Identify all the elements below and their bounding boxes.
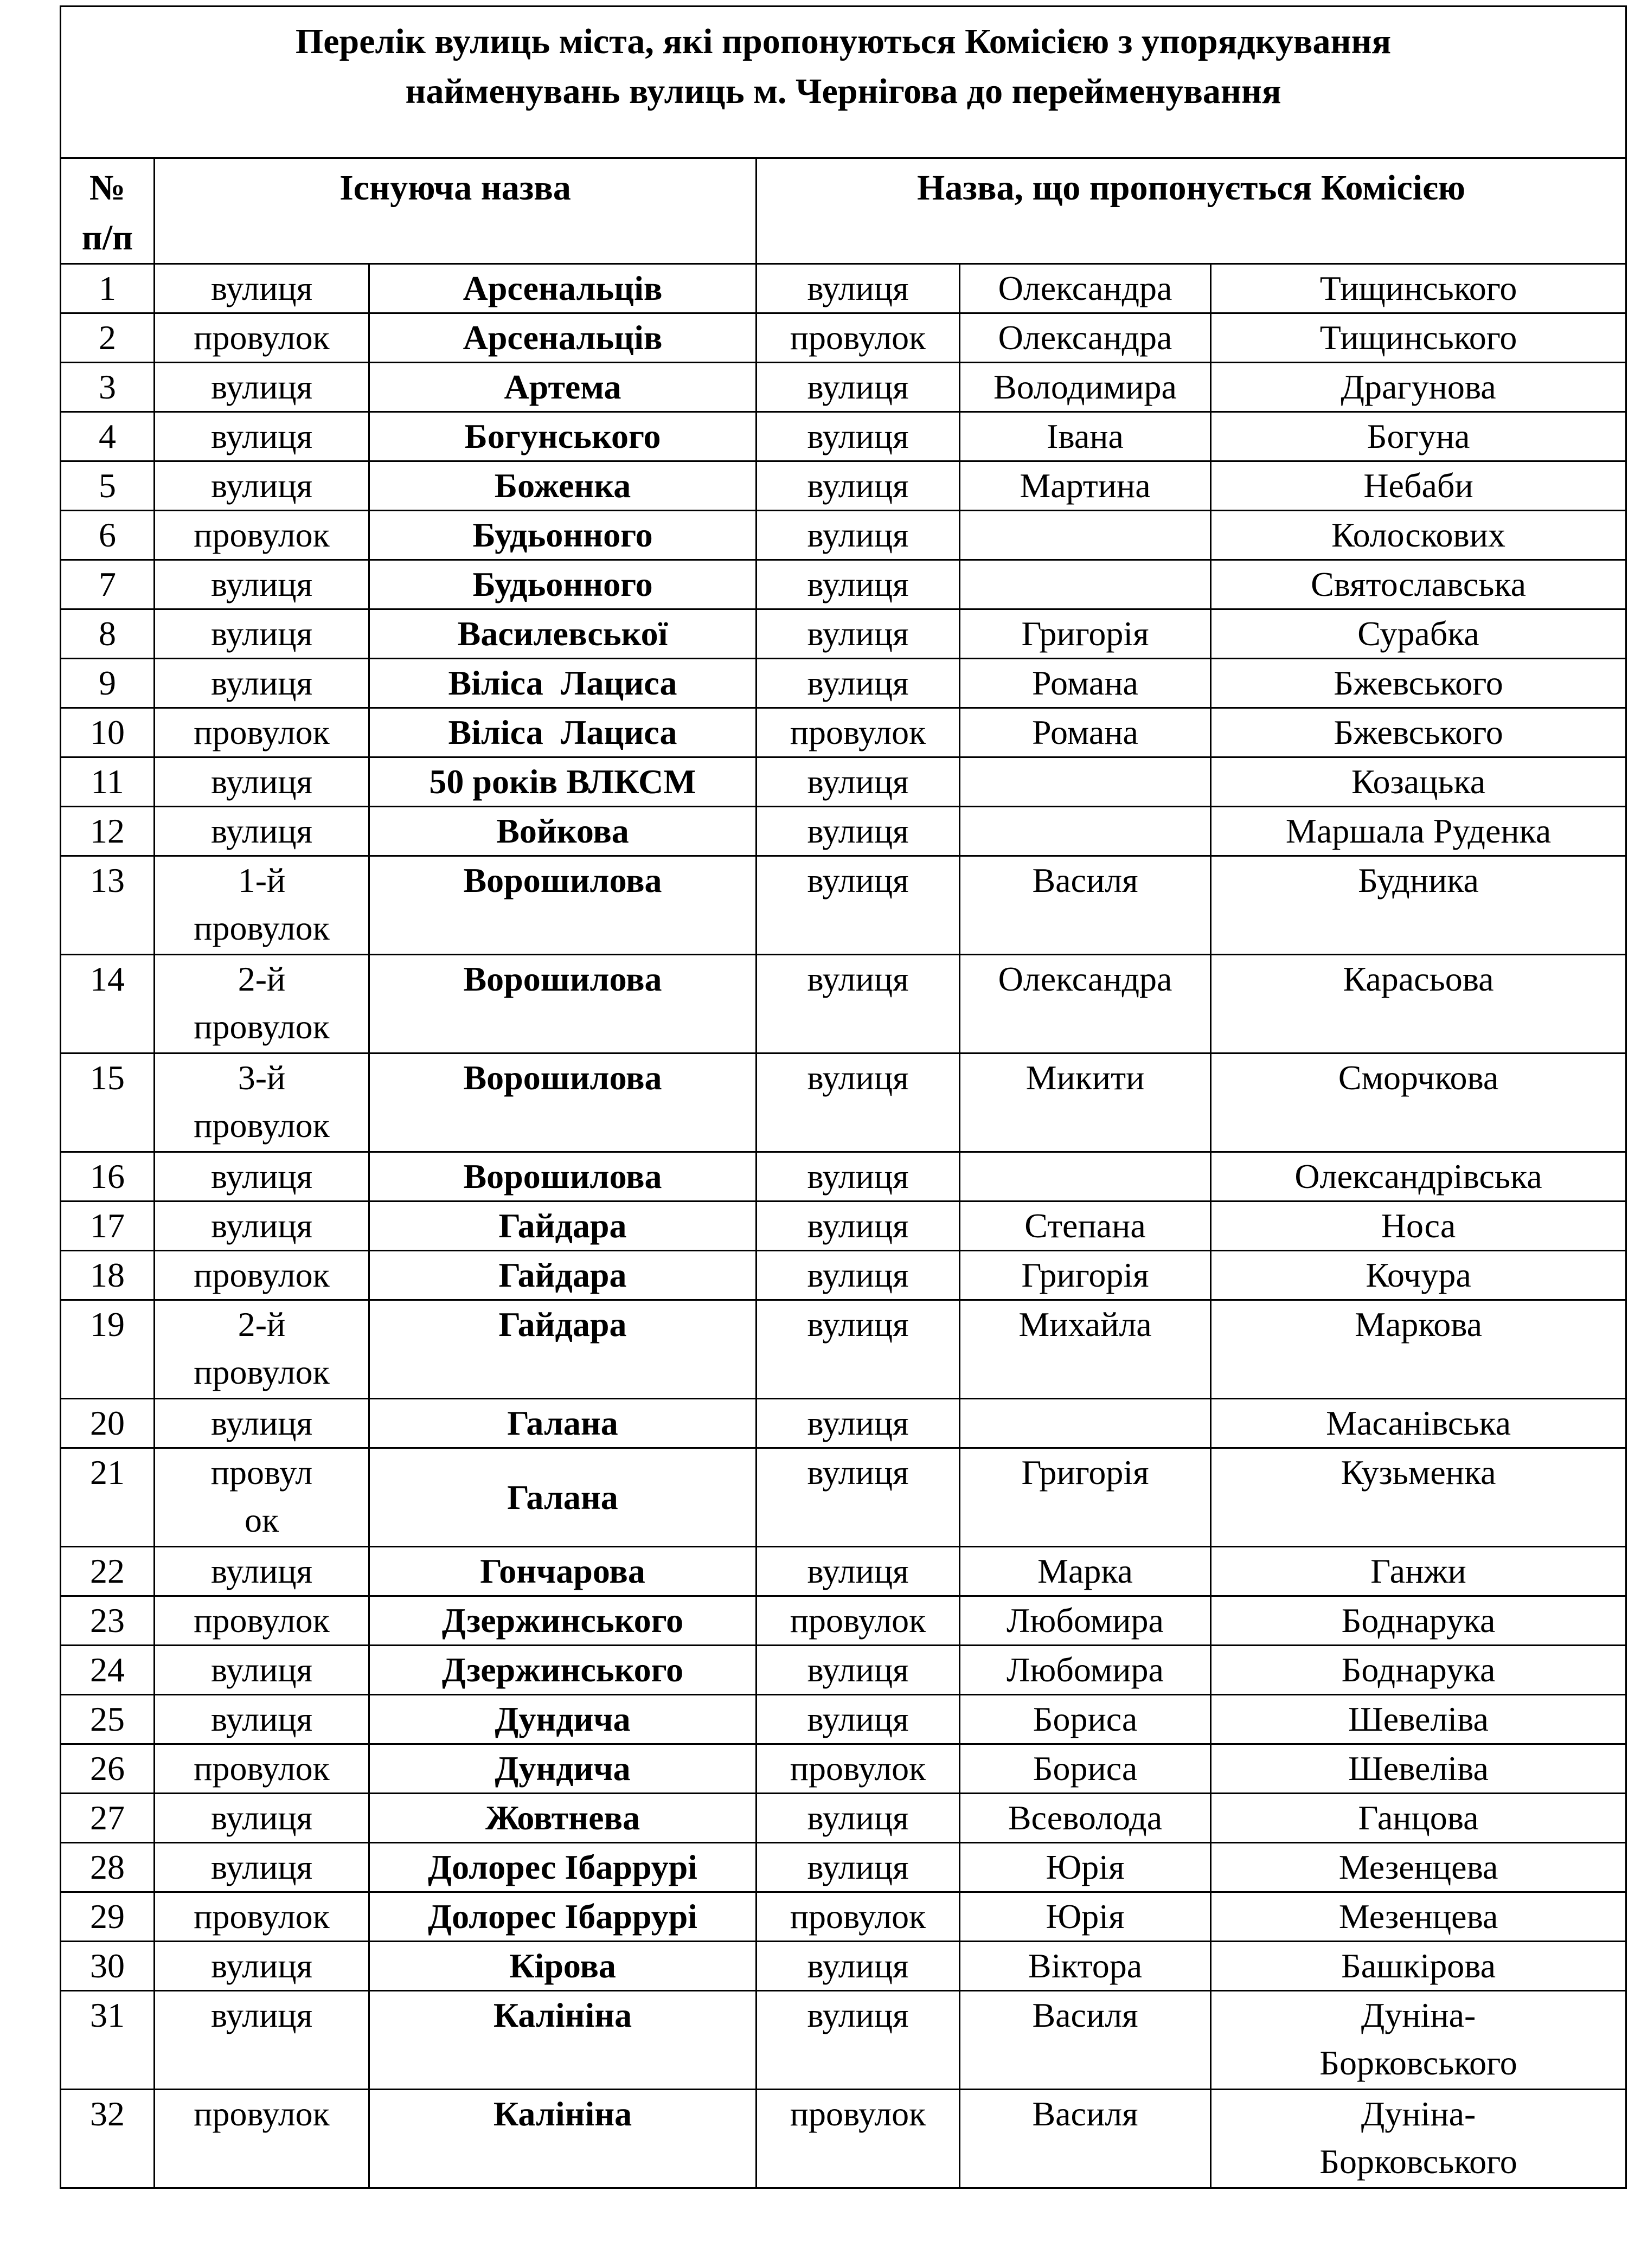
table-header-row <box>61 158 1626 264</box>
proposed-surname: Сурабка <box>1211 609 1626 659</box>
existing-street-name: Будьонного <box>369 560 757 609</box>
existing-street-name: Ворошилова <box>369 856 757 955</box>
proposed-surname: Колоскових <box>1211 511 1626 560</box>
proposed-first-name: Олександра <box>960 264 1211 313</box>
row-number: 13 <box>61 856 155 955</box>
existing-street-type: провулок <box>155 511 369 560</box>
existing-street-name: Віліса Лациса <box>369 659 757 708</box>
row-number: 4 <box>61 412 155 461</box>
row-number: 27 <box>61 1794 155 1843</box>
existing-street-name: Арсенальців <box>369 313 757 363</box>
existing-street-type: вулиця <box>155 560 369 609</box>
existing-street-type: вулиця <box>155 363 369 412</box>
street-renaming-table <box>60 5 1627 2189</box>
proposed-surname: Сморчкова <box>1211 1053 1626 1152</box>
table-row <box>61 1596 1626 1646</box>
row-number: 26 <box>61 1744 155 1794</box>
proposed-first-name: Григорія <box>960 609 1211 659</box>
proposed-street-type: провулок <box>757 1892 960 1942</box>
proposed-street-type: вулиця <box>757 1053 960 1152</box>
row-number: 20 <box>61 1399 155 1448</box>
existing-street-type: вулиця <box>155 1695 369 1744</box>
proposed-street-type: вулиця <box>757 659 960 708</box>
proposed-surname: Шевеліва <box>1211 1695 1626 1744</box>
existing-street-name: Галана <box>369 1448 757 1547</box>
existing-street-type: вулиця <box>155 461 369 511</box>
existing-street-name: Калініна <box>369 2090 757 2188</box>
existing-street-type: провулок <box>155 2090 369 2188</box>
header-number-symbol: № <box>89 168 126 208</box>
table-row <box>61 1448 1626 1547</box>
table-row <box>61 1053 1626 1152</box>
existing-street-type: провулок <box>155 1892 369 1942</box>
row-number: 32 <box>61 2090 155 2188</box>
proposed-first-name: Любомира <box>960 1646 1211 1695</box>
table-row <box>61 757 1626 807</box>
row-number: 18 <box>61 1251 155 1300</box>
proposed-surname: Святославська <box>1211 560 1626 609</box>
proposed-surname: Ганцова <box>1211 1794 1626 1843</box>
proposed-first-name: Микити <box>960 1053 1211 1152</box>
existing-street-type-line-1: 3-й <box>238 1058 286 1097</box>
proposed-surname: Боднарука <box>1211 1646 1626 1695</box>
row-number: 6 <box>61 511 155 560</box>
proposed-first-name: Олександра <box>960 313 1211 363</box>
table-row <box>61 511 1626 560</box>
proposed-surname: Карасьова <box>1211 955 1626 1053</box>
proposed-surname: Боднарука <box>1211 1596 1626 1646</box>
proposed-first-name <box>960 560 1211 609</box>
table-row <box>61 1744 1626 1794</box>
proposed-first-name: Романа <box>960 708 1211 757</box>
existing-street-name: Гайдара <box>369 1251 757 1300</box>
existing-street-name: Жовтнева <box>369 1794 757 1843</box>
proposed-surname: Шевеліва <box>1211 1744 1626 1794</box>
existing-street-name: Калініна <box>369 1991 757 2090</box>
proposed-street-type: вулиця <box>757 1202 960 1251</box>
proposed-street-type: вулиця <box>757 264 960 313</box>
table-row <box>61 1646 1626 1695</box>
proposed-surname: Тищинського <box>1211 313 1626 363</box>
existing-street-name: Дундича <box>369 1695 757 1744</box>
existing-street-name: Василевської <box>369 609 757 659</box>
existing-street-name: Ворошилова <box>369 955 757 1053</box>
table-row <box>61 264 1626 313</box>
table-row <box>61 313 1626 363</box>
row-number: 24 <box>61 1646 155 1695</box>
existing-street-type: вулиця <box>155 1843 369 1892</box>
existing-street-name: Будьонного <box>369 511 757 560</box>
existing-street-type-line-1: 1-й <box>238 861 286 900</box>
existing-street-name: Кірова <box>369 1942 757 1991</box>
proposed-surname <box>1211 1991 1626 2090</box>
table-body <box>61 7 1626 2188</box>
existing-street-name: Гайдара <box>369 1300 757 1399</box>
proposed-street-type: вулиця <box>757 1695 960 1744</box>
table-row <box>61 1547 1626 1596</box>
existing-street-type: вулиця <box>155 1991 369 2090</box>
existing-street-name: Ворошилова <box>369 1053 757 1152</box>
existing-street-type: вулиця <box>155 757 369 807</box>
proposed-street-type: вулиця <box>757 757 960 807</box>
proposed-street-type: провулок <box>757 708 960 757</box>
proposed-first-name: Степана <box>960 1202 1211 1251</box>
existing-street-type: провулок <box>155 1596 369 1646</box>
row-number: 1 <box>61 264 155 313</box>
header-number <box>61 158 155 264</box>
proposed-first-name: Всеволода <box>960 1794 1211 1843</box>
existing-street-type-line-2: провулок <box>194 1353 330 1391</box>
existing-street-type: вулиця <box>155 1399 369 1448</box>
proposed-first-name: Олександра <box>960 955 1211 1053</box>
existing-street-type: вулиця <box>155 1152 369 1202</box>
proposed-street-type: вулиця <box>757 807 960 856</box>
proposed-surname: Мезенцева <box>1211 1843 1626 1892</box>
table-row <box>61 807 1626 856</box>
proposed-first-name: Григорія <box>960 1251 1211 1300</box>
existing-street-type: вулиця <box>155 1794 369 1843</box>
proposed-street-type: вулиця <box>757 1646 960 1695</box>
existing-street-name: Галана <box>369 1399 757 1448</box>
existing-street-type: провулок <box>155 708 369 757</box>
row-number: 22 <box>61 1547 155 1596</box>
existing-street-type-line-2: провулок <box>194 1106 330 1145</box>
row-number: 29 <box>61 1892 155 1942</box>
existing-street-type: вулиця <box>155 659 369 708</box>
existing-street-type: вулиця <box>155 609 369 659</box>
proposed-street-type: вулиця <box>757 560 960 609</box>
table-row <box>61 708 1626 757</box>
proposed-surname: Небаби <box>1211 461 1626 511</box>
table-row <box>61 1843 1626 1892</box>
proposed-street-type: вулиця <box>757 955 960 1053</box>
proposed-surname: Кузьменка <box>1211 1448 1626 1547</box>
proposed-street-type: вулиця <box>757 1942 960 1991</box>
row-number: 16 <box>61 1152 155 1202</box>
existing-street-type: вулиця <box>155 412 369 461</box>
existing-street-name: Віліса Лациса <box>369 708 757 757</box>
header-existing-name: Існуюча назва <box>155 158 757 264</box>
proposed-surname: Маршала Руденка <box>1211 807 1626 856</box>
proposed-street-type: вулиця <box>757 1300 960 1399</box>
table-row <box>61 659 1626 708</box>
table-row <box>61 1399 1626 1448</box>
existing-street-name: Долорес Ібаррурі <box>369 1892 757 1942</box>
row-number: 7 <box>61 560 155 609</box>
existing-street-type <box>155 856 369 955</box>
row-number: 21 <box>61 1448 155 1547</box>
row-number: 11 <box>61 757 155 807</box>
table-row <box>61 363 1626 412</box>
table-row <box>61 609 1626 659</box>
existing-street-name: Ворошилова <box>369 1152 757 1202</box>
table-row <box>61 1152 1626 1202</box>
proposed-surname <box>1211 2090 1626 2188</box>
existing-street-type <box>155 1053 369 1152</box>
proposed-surname: Драгунова <box>1211 363 1626 412</box>
proposed-street-type: вулиця <box>757 856 960 955</box>
proposed-street-type: провулок <box>757 313 960 363</box>
proposed-first-name: Юрія <box>960 1843 1211 1892</box>
existing-street-name: 50 років ВЛКСМ <box>369 757 757 807</box>
row-number: 30 <box>61 1942 155 1991</box>
proposed-first-name: Бориса <box>960 1695 1211 1744</box>
proposed-street-type: вулиця <box>757 1448 960 1547</box>
existing-street-type: вулиця <box>155 264 369 313</box>
proposed-surname: Ганжи <box>1211 1547 1626 1596</box>
existing-street-type: провулок <box>155 1251 369 1300</box>
existing-street-type: вулиця <box>155 807 369 856</box>
proposed-surname: Бжевського <box>1211 708 1626 757</box>
row-number: 14 <box>61 955 155 1053</box>
proposed-first-name: Юрія <box>960 1892 1211 1942</box>
proposed-street-type: вулиця <box>757 1794 960 1843</box>
existing-street-type-line-2: провулок <box>194 1007 330 1046</box>
proposed-surname: Масанівська <box>1211 1399 1626 1448</box>
table-row <box>61 1202 1626 1251</box>
proposed-surname: Носа <box>1211 1202 1626 1251</box>
proposed-street-type: вулиця <box>757 1399 960 1448</box>
proposed-street-type: провулок <box>757 1744 960 1794</box>
table-row <box>61 856 1626 955</box>
proposed-first-name: Бориса <box>960 1744 1211 1794</box>
proposed-surname: Богуна <box>1211 412 1626 461</box>
proposed-surname: Кочура <box>1211 1251 1626 1300</box>
proposed-street-type: вулиця <box>757 1152 960 1202</box>
header-number-abbrev: п/п <box>81 218 133 258</box>
existing-street-type: вулиця <box>155 1547 369 1596</box>
existing-street-name: Войкова <box>369 807 757 856</box>
proposed-surname-line-2: Борковського <box>1319 2044 1517 2082</box>
proposed-street-type: вулиця <box>757 511 960 560</box>
existing-street-type-line-2: провулок <box>194 909 330 947</box>
proposed-first-name <box>960 807 1211 856</box>
proposed-street-type: вулиця <box>757 1991 960 2090</box>
existing-street-name: Дзержинського <box>369 1646 757 1695</box>
existing-street-type: вулиця <box>155 1942 369 1991</box>
proposed-first-name: Івана <box>960 412 1211 461</box>
proposed-street-type: вулиця <box>757 363 960 412</box>
proposed-first-name <box>960 511 1211 560</box>
existing-street-type-line-1: 2-й <box>238 960 286 998</box>
existing-street-type: вулиця <box>155 1646 369 1695</box>
existing-street-name: Дундича <box>369 1744 757 1794</box>
proposed-surname: Мезенцева <box>1211 1892 1626 1942</box>
existing-street-type: вулиця <box>155 1202 369 1251</box>
existing-street-type-line-1: провул <box>210 1453 313 1492</box>
proposed-street-type: вулиця <box>757 461 960 511</box>
table-row <box>61 1300 1626 1399</box>
table-row <box>61 1892 1626 1942</box>
row-number: 8 <box>61 609 155 659</box>
existing-street-name: Арсенальців <box>369 264 757 313</box>
proposed-surname-line-2: Борковського <box>1319 2142 1517 2181</box>
proposed-first-name: Григорія <box>960 1448 1211 1547</box>
row-number: 25 <box>61 1695 155 1744</box>
existing-street-name: Гайдара <box>369 1202 757 1251</box>
proposed-first-name: Василя <box>960 2090 1211 2188</box>
document-title-line-2: найменувань вулиць м. Чернігова до перейменування <box>405 72 1281 111</box>
proposed-first-name: Марка <box>960 1547 1211 1596</box>
row-number: 3 <box>61 363 155 412</box>
row-number: 28 <box>61 1843 155 1892</box>
row-number: 5 <box>61 461 155 511</box>
proposed-first-name: Володимира <box>960 363 1211 412</box>
row-number: 19 <box>61 1300 155 1399</box>
table-row <box>61 461 1626 511</box>
row-number: 2 <box>61 313 155 363</box>
existing-street-type-line-1: 2-й <box>238 1305 286 1344</box>
proposed-surname: Бжевського <box>1211 659 1626 708</box>
table-row <box>61 1794 1626 1843</box>
proposed-street-type: вулиця <box>757 1547 960 1596</box>
proposed-first-name: Василя <box>960 856 1211 955</box>
row-number: 10 <box>61 708 155 757</box>
document-title-row <box>61 7 1626 158</box>
table-row <box>61 2090 1626 2188</box>
header-proposed-name: Назва, що пропонується Комісією <box>757 158 1626 264</box>
proposed-surname: Будника <box>1211 856 1626 955</box>
table-row <box>61 560 1626 609</box>
proposed-street-type: провулок <box>757 1596 960 1646</box>
existing-street-type <box>155 955 369 1053</box>
proposed-street-type: вулиця <box>757 1843 960 1892</box>
existing-street-type <box>155 1448 369 1547</box>
proposed-surname: Козацька <box>1211 757 1626 807</box>
proposed-first-name: Михайла <box>960 1300 1211 1399</box>
proposed-surname: Тищинського <box>1211 264 1626 313</box>
proposed-street-type: вулиця <box>757 1251 960 1300</box>
table-row <box>61 1942 1626 1991</box>
existing-street-name: Артема <box>369 363 757 412</box>
proposed-surname: Маркова <box>1211 1300 1626 1399</box>
table-row <box>61 955 1626 1053</box>
row-number: 15 <box>61 1053 155 1152</box>
proposed-street-type: провулок <box>757 2090 960 2188</box>
table-row <box>61 1991 1626 2090</box>
row-number: 9 <box>61 659 155 708</box>
table-row <box>61 412 1626 461</box>
document-title-line-1: Перелік вулиць міста, які пропонуються Комісією з упорядкування <box>295 22 1392 61</box>
existing-street-name: Боженка <box>369 461 757 511</box>
proposed-first-name <box>960 1152 1211 1202</box>
proposed-first-name: Віктора <box>960 1942 1211 1991</box>
existing-street-name: Дзержинського <box>369 1596 757 1646</box>
row-number: 23 <box>61 1596 155 1646</box>
table-row <box>61 1695 1626 1744</box>
proposed-first-name <box>960 1399 1211 1448</box>
proposed-surname: Олександрівська <box>1211 1152 1626 1202</box>
existing-street-type: провулок <box>155 313 369 363</box>
proposed-street-type: вулиця <box>757 609 960 659</box>
row-number: 31 <box>61 1991 155 2090</box>
existing-street-type: провулок <box>155 1744 369 1794</box>
proposed-first-name: Любомира <box>960 1596 1211 1646</box>
existing-street-type-line-2: ок <box>244 1501 279 1539</box>
proposed-first-name: Романа <box>960 659 1211 708</box>
table-row <box>61 1251 1626 1300</box>
proposed-first-name <box>960 757 1211 807</box>
existing-street-name: Богунського <box>369 412 757 461</box>
proposed-street-type: вулиця <box>757 412 960 461</box>
proposed-first-name: Мартина <box>960 461 1211 511</box>
existing-street-type <box>155 1300 369 1399</box>
row-number: 17 <box>61 1202 155 1251</box>
existing-street-name: Долорес Ібаррурі <box>369 1843 757 1892</box>
proposed-surname-line-1: Дуніна- <box>1361 2094 1476 2133</box>
proposed-first-name: Василя <box>960 1991 1211 2090</box>
proposed-surname-line-1: Дуніна- <box>1361 1996 1476 2034</box>
row-number: 12 <box>61 807 155 856</box>
proposed-surname: Башкірова <box>1211 1942 1626 1991</box>
document-title <box>61 7 1626 158</box>
existing-street-name: Гончарова <box>369 1547 757 1596</box>
